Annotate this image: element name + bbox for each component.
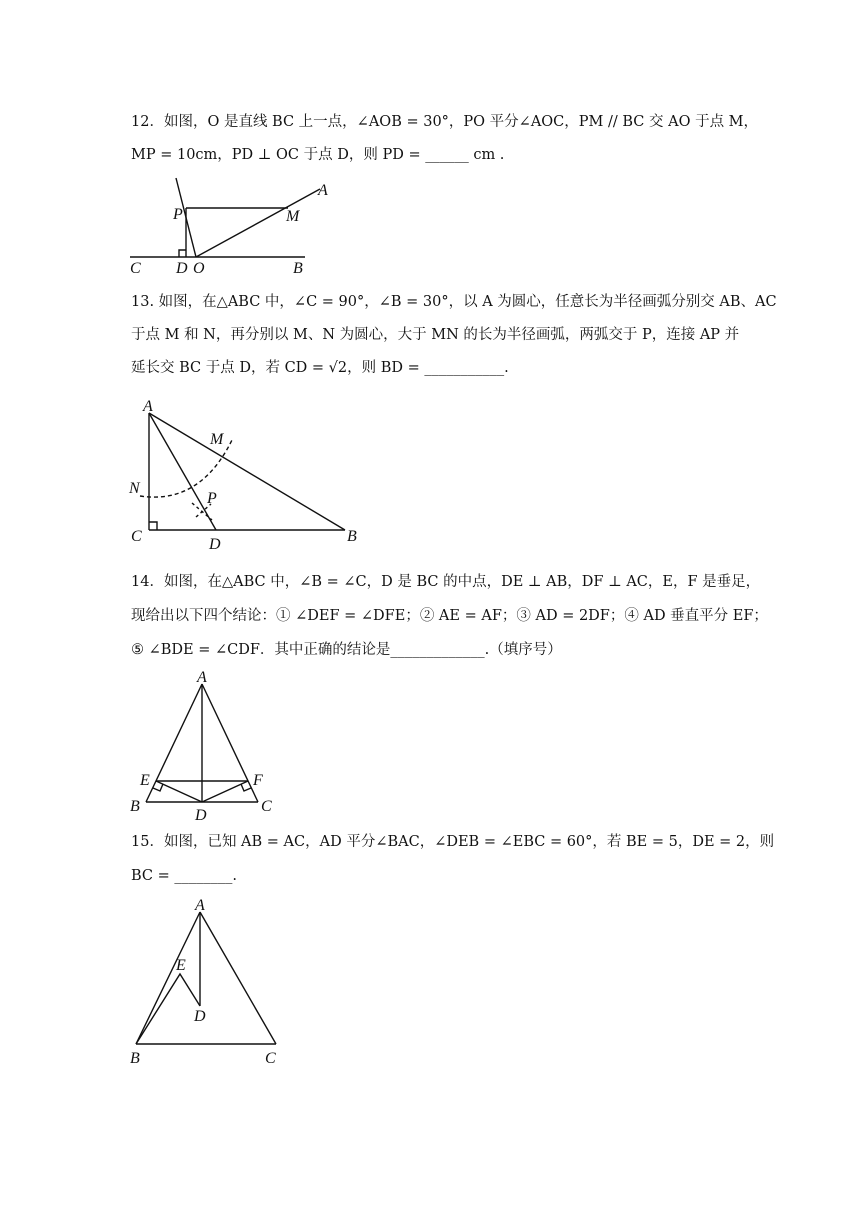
fig14-label-b: B: [130, 798, 140, 815]
fig14-label-d: D: [195, 807, 207, 824]
fig14-label-a: A: [197, 669, 207, 686]
fig14-label-f: F: [253, 772, 263, 789]
problem-14-line-3: ⑤ ∠BDE = ∠CDF．其中正确的结论是_____________.（填序号）: [131, 642, 562, 658]
fig12-label-b: B: [293, 260, 303, 277]
problem-13-line-3: 延长交 BC 于点 D，若 CD = √2，则 BD = ___________.: [131, 360, 509, 376]
fig15-label-b: B: [130, 1050, 140, 1067]
problem-13-line-1: 13. 如图，在△ABC 中，∠C = 90°，∠B = 30°，以 A 为圆心，任意长为半径画弧分别交 AB、AC: [131, 294, 777, 310]
problem-14-line-2: 现给出以下四个结论：① ∠DEF = ∠DFE；② AE = AF；③ AD = 2DF；④ AD 垂直平分 EF；: [131, 608, 768, 624]
fig15-label-d: D: [194, 1008, 206, 1025]
fig12-label-m: M: [286, 208, 300, 225]
problem-13-line-2: 于点 M 和 N，再分别以 M、N 为圆心，大于 MN 的长为半径画弧，两弧交于 P，连接 AP 并: [131, 327, 740, 343]
fig13-label-p: P: [207, 490, 217, 507]
fig12-label-d: D: [176, 260, 188, 277]
fig12-label-c: C: [130, 260, 141, 277]
fig13-label-c: C: [131, 528, 142, 545]
problem-12-line-1: 12．如图，O 是直线 BC 上一点，∠AOB = 30°，PO 平分∠AOC，PM // BC 交 AO 于点 M，: [131, 114, 759, 130]
fig12-label-a: A: [318, 182, 328, 199]
fig13-label-m: M: [210, 431, 224, 448]
fig15-label-a: A: [195, 897, 205, 914]
fig15-label-c: C: [265, 1050, 276, 1067]
fig14-label-c: C: [261, 798, 272, 815]
fig12-label-o: O: [193, 260, 205, 277]
fig13-label-b: B: [347, 528, 357, 545]
problem-12-line-2: MP = 10cm，PD ⊥ OC 于点 D，则 PD = ______ cm .: [131, 147, 505, 163]
fig12-label-p: P: [173, 206, 183, 223]
fig15-label-e: E: [176, 957, 186, 974]
problem-15-line-2: BC = ________.: [131, 868, 237, 884]
problem-15-line-1: 15．如图，已知 AB = AC，AD 平分∠BAC，∠DEB = ∠EBC = 60°，若 BE = 5，DE = 2，则: [131, 834, 775, 850]
fig13-label-n: N: [129, 480, 140, 497]
fig14-label-e: E: [140, 772, 150, 789]
fig13-label-d: D: [209, 536, 221, 553]
problem-14-line-1: 14．如图，在△ABC 中，∠B = ∠C，D 是 BC 的中点，DE ⊥ AB，DF ⊥ AC，E，F 是垂足，: [131, 574, 761, 590]
fig13-label-a: A: [143, 398, 153, 415]
